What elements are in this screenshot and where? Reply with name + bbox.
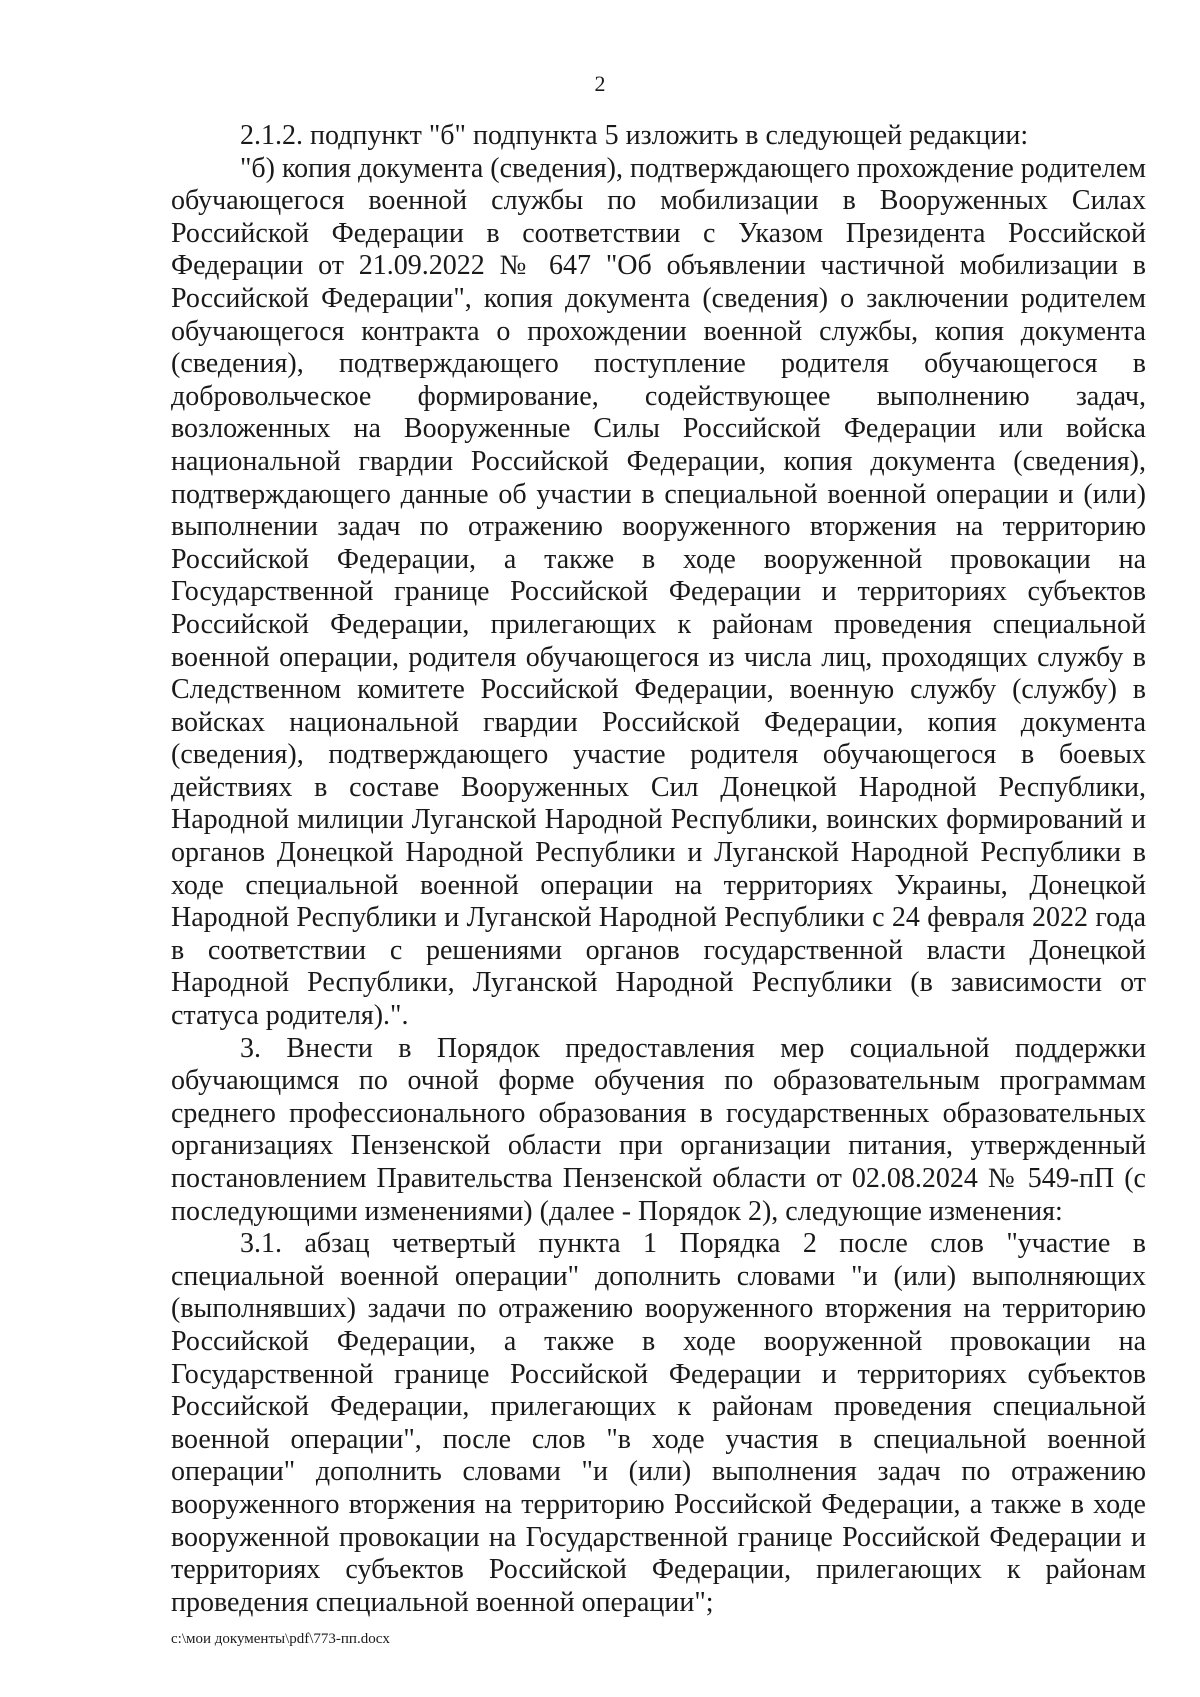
paragraph-subitem-b: "б) копия документа (сведения), подтверждающего прохождение родителем обучающегося военной службы по мобилизации в Вооруженных Силах Российской Федерации в соответствии с Указом Президента Российской Федерации от 21.09.2022 № 647 "Об объявлении частичной мобилизации в Российской Федерации", копия документа (сведения) о заключении родителем обучающегося контракта о прохождении военной службы, копия документа (сведения), подтверждающего поступление родителя обучающегося в добровольческое формирование, содействующее выполнению задач, возложенных на Вооруженные Силы Российской Федерации или войска национальной гвардии Российской Федерации, копия документа (сведения), подтверждающего данные об участии в специальной военной операции и (или) выполнении задач по отражению вооруженного вторжения на территорию Российской Федерации, а также в ходе вооруженной провокации на Государственной границе Российской Федерации и территориях субъектов Российской Федерации, прилегающих к районам проведения специальной военной операции, родителя обучающегося из числа лиц, проходящих службу в Следственном комитете Российской Федерации, военную службу (службу) в войсках национальной гвардии Российской Федерации, копия документа (сведения), подтверждающего участие родителя обучающегося в боевых действиях в составе Вооруженных Сил Донецкой Народной Республики, Народной милиции Луганской Народной Республики, воинских формирований и органов Донецкой Народной Республики и Луганской Народной Республики в ходе специальной военной операции на территориях Украины, Донецкой Народной Республики и Луганской Народной Республики с 24 февраля 2022 года в соответствии с решениями органов государственной власти Донецкой Народной Республики, Луганской Народной Республики (в зависимости от статуса родителя).".	[171, 152, 1146, 1032]
document-body	[171, 120, 1146, 1619]
paragraph-3-1: 3.1. абзац четвертый пункта 1 Порядка 2 после слов "участие в специальной военной операции" дополнить словами "и (или) выполняющих (выполнявших) задачи по отражению вооруженного вторжения на территорию Российской Федерации, а также в ходе вооруженной провокации на Государственной границе Российской Федерации и территориях субъектов Российской Федерации, прилегающих к районам проведения специальной военной операции", после слов "в ходе участия в специальной военной операции" дополнить словами "и (или) выполнения задач по отражению вооруженного вторжения на территорию Российской Федерации, а также в ходе вооруженной провокации на Государственной границе Российской Федерации и территориях субъектов Российской Федерации, прилегающих к районам проведения специальной военной операции";	[171, 1228, 1146, 1618]
footer-file-path: c:\мои документы\pdf\773-пп.docx	[171, 1631, 390, 1647]
page-number: 2	[594, 71, 606, 96]
paragraph-3: 3. Внести в Порядок предоставления мер социальной поддержки обучающимся по очной форме обучения по образовательным программам среднего профессионального образования в государственных образовательных организациях Пензенской области при организации питания, утвержденный постановлением Правительства Пензенской области от 02.08.2024 № 549-пП (с последующими изменениями) (далее - Порядок 2), следующие изменения:	[171, 1032, 1146, 1227]
paragraph-2-1-2: 2.1.2. подпункт "б" подпункта 5 изложить в следующей редакции:	[240, 120, 1029, 151]
